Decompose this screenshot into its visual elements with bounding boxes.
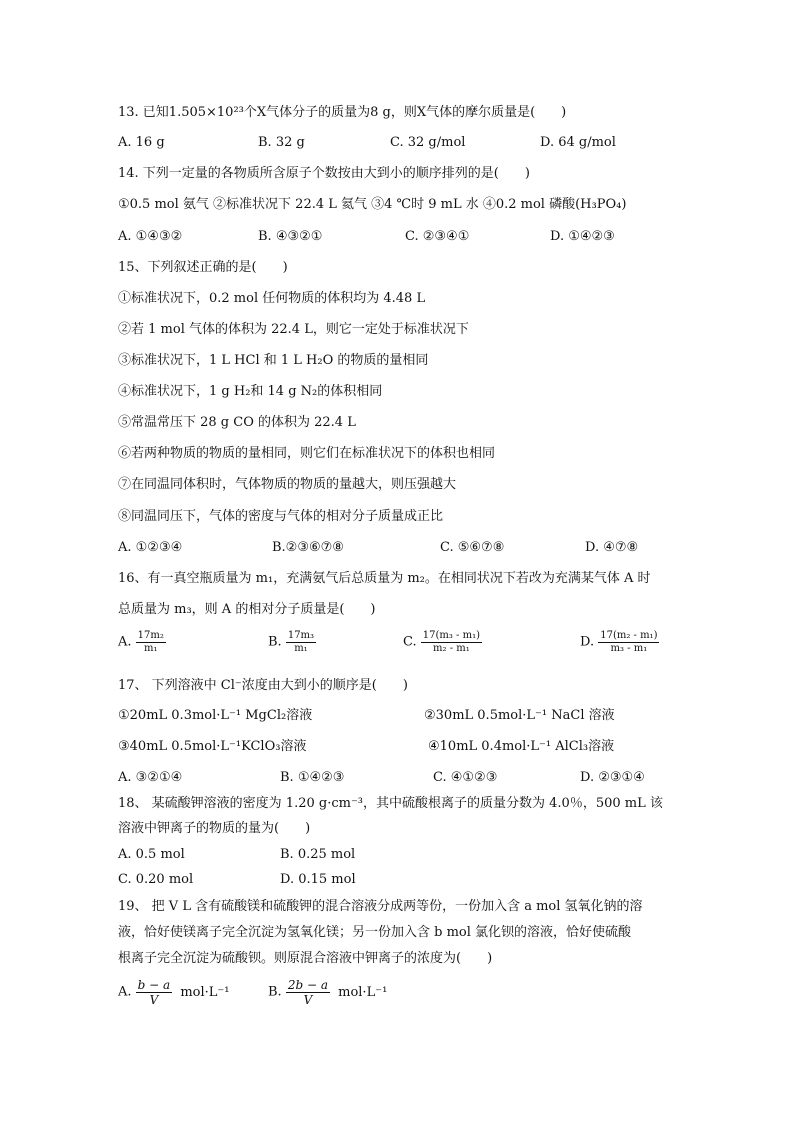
q15-item-5: ⑤常温常压下 28 g CO 的体积为 22.4 L bbox=[118, 415, 356, 430]
q16-option-a-denominator: m₁ bbox=[144, 643, 158, 654]
q14-option-c[interactable]: C. ②③④① bbox=[405, 229, 470, 244]
q14-options bbox=[118, 227, 708, 247]
q16-option-b-numerator: 17m₃ bbox=[287, 630, 315, 641]
q18-option-c[interactable]: C. 0.20 mol bbox=[118, 872, 194, 887]
q19-option-a-fraction bbox=[136, 978, 173, 1007]
q14-option-a[interactable]: A. ①④③② bbox=[118, 229, 183, 244]
q19-option-a[interactable] bbox=[118, 978, 230, 1007]
q18-options-row1 bbox=[118, 845, 708, 865]
q19-option-b[interactable] bbox=[268, 978, 387, 1007]
q15-option-c[interactable]: C. ⑤⑥⑦⑧ bbox=[440, 540, 505, 555]
q16-option-c-denominator: m₂ - m₁ bbox=[433, 643, 470, 654]
q19-option-b-fraction bbox=[286, 978, 330, 1007]
q19-stem-line2: 液，恰好使镁离子完全沉淀为氢氧化镁；另一份加入含 b mol 氯化钡的溶液，恰好使硫酸 bbox=[118, 925, 632, 940]
q15-item-6: ⑥若两种物质的物质的量相同，则它们在标准状况下的体积也相同 bbox=[118, 446, 496, 461]
q14-option-b[interactable]: B. ④③②① bbox=[258, 229, 323, 244]
q13-option-d[interactable]: D. 64 g/mol bbox=[540, 135, 616, 150]
q16-option-a-numerator: 17m₂ bbox=[137, 630, 164, 641]
q17-item-2: ②30mL 0.5mol·L⁻¹ NaCl 溶液 bbox=[424, 708, 615, 723]
q16-option-d-denominator: m₃ - m₁ bbox=[610, 643, 648, 654]
q16-option-b-fraction bbox=[286, 630, 316, 655]
q18-options-row2 bbox=[118, 870, 708, 890]
q16-stem-line1: 16、有一真空瓶质量为 m₁，充满氨气后总质量为 m₂。在相同状况下若改为充满某气体 A 时 bbox=[118, 571, 651, 586]
q17-item-1: ①20mL 0.3mol·L⁻¹ MgCl₂溶液 bbox=[118, 708, 313, 723]
q15-option-a[interactable]: A. ①②③④ bbox=[118, 540, 183, 555]
q16-option-a-fraction bbox=[136, 630, 166, 655]
q18-stem-line2: 溶液中钾离子的物质的量为( ) bbox=[118, 821, 311, 836]
q19-option-a-unit: mol·L⁻¹ bbox=[180, 984, 230, 1000]
q13-stem: 13. 已知1.505×10²³个X气体分子的质量为8 g，则X气体的摩尔质量是( ) bbox=[118, 105, 567, 120]
q18-option-b[interactable]: B. 0.25 mol bbox=[280, 847, 356, 862]
q15-option-b[interactable]: B.②③⑥⑦⑧ bbox=[272, 540, 344, 555]
q13-option-a[interactable]: A. 16 g bbox=[118, 135, 165, 150]
q16-option-c-numerator: 17(m₃ - m₁) bbox=[422, 630, 481, 641]
q17-option-c[interactable]: C. ④①②③ bbox=[433, 770, 498, 785]
q16-option-d-fraction bbox=[598, 630, 659, 655]
q15-item-4: ④标准状况下，1 g H₂和 14 g N₂的体积相同 bbox=[118, 384, 383, 399]
q15-option-d[interactable]: D. ④⑦⑧ bbox=[585, 540, 639, 555]
q19-option-a-label: A. bbox=[118, 984, 132, 1000]
q18-stem-line1: 18、 某硫酸钾溶液的密度为 1.20 g·cm⁻³，其中硫酸根离子的质量分数为 4.0％，500 mL 该 bbox=[118, 796, 663, 811]
q19-option-b-unit: mol·L⁻¹ bbox=[338, 984, 388, 1000]
q16-option-d-numerator: 17(m₂ - m₁) bbox=[600, 630, 658, 641]
q16-option-d[interactable] bbox=[580, 630, 659, 655]
q16-option-b-label: B. bbox=[268, 634, 282, 650]
q17-stem: 17、 下列溶液中 Cl⁻浓度由大到小的顺序是( ) bbox=[118, 678, 408, 693]
q15-item-3: ③标准状况下，1 L HCl 和 1 L H₂O 的物质的量相同 bbox=[118, 353, 429, 368]
q19-stem-line3: 根离子完全沉淀为硫酸钡。则原混合溶液中钾离子的浓度为( ) bbox=[118, 951, 493, 966]
q19-option-b-label: B. bbox=[268, 984, 282, 1000]
q19-options bbox=[118, 978, 708, 1014]
q16-option-b[interactable] bbox=[268, 630, 316, 655]
q16-option-c[interactable] bbox=[403, 630, 482, 655]
q18-option-a[interactable]: A. 0.5 mol bbox=[118, 847, 185, 862]
q13-option-b[interactable]: B. 32 g bbox=[258, 135, 305, 150]
q14-items: ①0.5 mol 氨气 ②标准状况下 22.4 L 氦气 ③4 ℃时 9 mL 水 ④0.2 mol 磷酸(H₃PO₄) bbox=[118, 197, 627, 212]
q17-item-3: ③40mL 0.5mol·L⁻¹KClO₃溶液 bbox=[118, 739, 307, 754]
q16-option-b-denominator: m₁ bbox=[294, 643, 308, 654]
q15-stem: 15、下列叙述正确的是( ) bbox=[118, 260, 288, 275]
q17-item-4: ④10mL 0.4mol·L⁻¹ AlCl₃溶液 bbox=[428, 739, 615, 754]
q19-option-a-numerator: b − a bbox=[137, 978, 171, 992]
q19-option-b-numerator: 2b − a bbox=[287, 978, 328, 992]
q19-option-b-denominator: V bbox=[303, 993, 313, 1007]
q19-stem-line1: 19、 把 V L 含有硫酸镁和硫酸钾的混合溶液分成两等份，一份加入含 a mol 氢氧化钠的溶 bbox=[118, 899, 643, 914]
q15-options bbox=[118, 538, 708, 558]
q15-item-1: ①标准状况下，0.2 mol 任何物质的体积均为 4.48 L bbox=[118, 291, 426, 306]
q19-option-a-denominator: V bbox=[149, 993, 159, 1007]
q16-option-a[interactable] bbox=[118, 630, 166, 655]
q16-options bbox=[118, 630, 708, 664]
q17-options bbox=[118, 768, 708, 788]
q13-option-c[interactable]: C. 32 g/mol bbox=[390, 135, 466, 150]
q16-option-a-label: A. bbox=[118, 634, 132, 650]
q13-options bbox=[118, 133, 708, 153]
q16-option-c-label: C. bbox=[403, 634, 417, 650]
q17-option-d[interactable]: D. ②③①④ bbox=[580, 770, 645, 785]
q16-stem-line2: 总质量为 m₃，则 A 的相对分子质量是( ) bbox=[118, 602, 376, 617]
q15-item-7: ⑦在同温同体积时，气体物质的物质的量越大，则压强越大 bbox=[118, 477, 457, 492]
q16-option-c-fraction bbox=[421, 630, 482, 655]
q15-item-8: ⑧同温同压下，气体的密度与气体的相对分子质量成正比 bbox=[118, 509, 444, 524]
q18-option-d[interactable]: D. 0.15 mol bbox=[280, 872, 356, 887]
q15-item-2: ②若 1 mol 气体的体积为 22.4 L，则它一定处于标准状况下 bbox=[118, 322, 469, 337]
q14-stem: 14. 下列一定量的各物质所含原子个数按由大到小的顺序排列的是( ) bbox=[118, 166, 530, 181]
q14-option-d[interactable]: D. ①④②③ bbox=[550, 229, 615, 244]
q17-option-b[interactable]: B. ①④②③ bbox=[280, 770, 345, 785]
q16-option-d-label: D. bbox=[580, 634, 595, 650]
q17-option-a[interactable]: A. ③②①④ bbox=[118, 770, 183, 785]
